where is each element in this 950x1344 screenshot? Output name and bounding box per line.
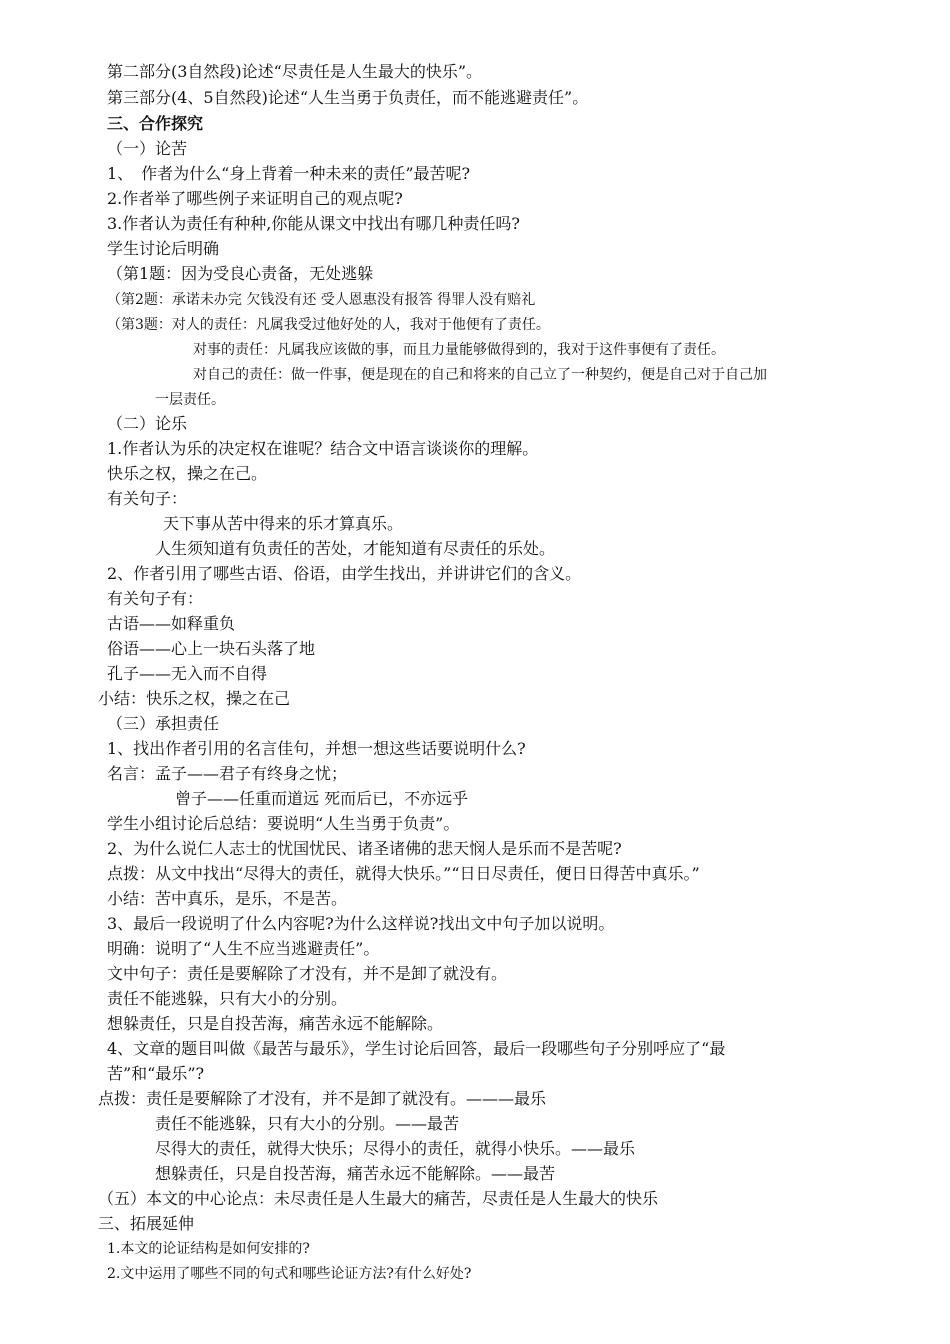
question-line: 2、为什么说仁人志士的忧国忧民、诸圣诸佛的悲天悯人是乐而不是苦呢? <box>107 839 622 858</box>
subsection-heading: （二）论乐 <box>107 414 188 433</box>
answer-line: 对事的责任：凡属我应该做的事，而且力量能够做得到的，我对于这件事便有了责任。 <box>193 342 725 358</box>
text-line: 责任不能逃躲，只有大小的分别。——最苦 <box>155 1114 460 1133</box>
answer-line: （第1题：因为受良心责备，无处逃躲 <box>107 264 374 283</box>
text-line: 有关句子： <box>107 489 188 508</box>
text-line: 名言：孟子——君子有终身之忧； <box>107 764 348 783</box>
text-line: 孔子——无入而不自得 <box>107 664 268 683</box>
question-line: 2.文中运用了哪些不同的句式和哪些论证方法?有什么好处? <box>107 1266 472 1282</box>
quote-line: 天下事从苦中得来的乐才算真乐。 <box>163 514 404 533</box>
question-line: 2、作者引用了哪些古语、俗语，由学生找出，并讲讲它们的含义。 <box>107 564 582 583</box>
question-line: 3.作者认为责任有种种,你能从课文中找出有哪几种责任吗? <box>107 214 520 233</box>
text-line: 点拨：责任是要解除了才没有，并不是卸了就没有。———最乐 <box>98 1089 547 1108</box>
central-thesis-line: （五）本文的中心论点：未尽责任是人生最大的痛苦，尽责任是人生最大的快乐 <box>98 1189 659 1208</box>
section-heading: 三、合作探究 <box>107 114 204 133</box>
question-line: 1.作者认为乐的决定权在谁呢？结合文中语言谈谈你的理解。 <box>107 439 539 458</box>
text-line: 尽得大的责任，就得大快乐；尽得小的责任，就得小快乐。——最乐 <box>155 1139 636 1158</box>
question-line: 1、找出作者引用的名言佳句，并想一想这些话要说明什么? <box>107 739 526 758</box>
text-line: 第二部分(3自然段)论述“尽责任是人生最大的快乐”。 <box>107 62 483 81</box>
text-line: 曾子——任重而道远 死而后已，不亦远乎 <box>175 789 469 808</box>
answer-line: （第2题：承诺未办完 欠钱没有还 受人恩惠没有报答 得罪人没有赔礼 <box>107 292 536 308</box>
text-line: 快乐之权，操之在己。 <box>107 464 268 483</box>
question-line: 1.本文的论证结构是如何安排的? <box>107 1241 310 1257</box>
summary-line: 小结：苦中真乐，是乐，不是苦。 <box>107 889 348 908</box>
question-line: 1、 作者为什么“身上背着一种未来的责任”最苦呢? <box>107 164 471 183</box>
summary-line: 小结：快乐之权，操之在己 <box>98 689 291 708</box>
question-line: 3、最后一段说明了什么内容呢?为什么这样说?找出文中句子加以说明。 <box>107 914 615 933</box>
text-line: 学生小组讨论后总结：要说明“人生当勇于负责”。 <box>107 814 460 833</box>
text-line: 俗语——心上一块石头落了地 <box>107 639 316 658</box>
section-heading: 三、拓展延伸 <box>98 1214 195 1233</box>
text-line: 点拨：从文中找出“尽得大的责任，就得大快乐。”“日日尽责任，便日日得苦中真乐。” <box>107 864 700 883</box>
answer-line: 一层责任。 <box>155 392 225 408</box>
text-line: 想躲责任，只是自投苦海，痛苦永远不能解除。 <box>107 1014 444 1033</box>
text-line: 文中句子：责任是要解除了才没有，并不是卸了就没有。 <box>107 964 508 983</box>
subsection-heading: （一）论苦 <box>107 139 188 158</box>
text-line: 责任不能逃躲，只有大小的分别。 <box>107 989 348 1008</box>
answer-line: 对自己的责任：做一件事，便是现在的自己和将来的自己立了一种契约，便是自己对于自己加 <box>193 367 767 383</box>
question-line: 4、文章的题目叫做《最苦与最乐》，学生讨论后回答，最后一段哪些句子分别呼应了“最 <box>107 1039 726 1058</box>
subsection-heading: （三）承担责任 <box>107 714 220 733</box>
text-line: 想躲责任，只是自投苦海，痛苦永远不能解除。——最苦 <box>155 1164 556 1183</box>
text-line: 第三部分(4、5自然段)论述“人生当勇于负责任，而不能逃避责任”。 <box>107 88 589 107</box>
text-line: 有关句子有： <box>107 589 204 608</box>
question-line: 苦”和“最乐”? <box>107 1064 205 1083</box>
quote-line: 人生须知道有负责任的苦处，才能知道有尽责任的乐处。 <box>155 539 556 558</box>
text-line: 学生讨论后明确 <box>107 239 220 258</box>
answer-line: （第3题：对人的责任：凡属我受过他好处的人，我对于他便有了责任。 <box>107 317 550 333</box>
question-line: 2.作者举了哪些例子来证明自己的观点呢? <box>107 189 403 208</box>
text-line: 古语——如释重负 <box>107 614 236 633</box>
text-line: 明确：说明了“人生不应当逃避责任”。 <box>107 939 380 958</box>
